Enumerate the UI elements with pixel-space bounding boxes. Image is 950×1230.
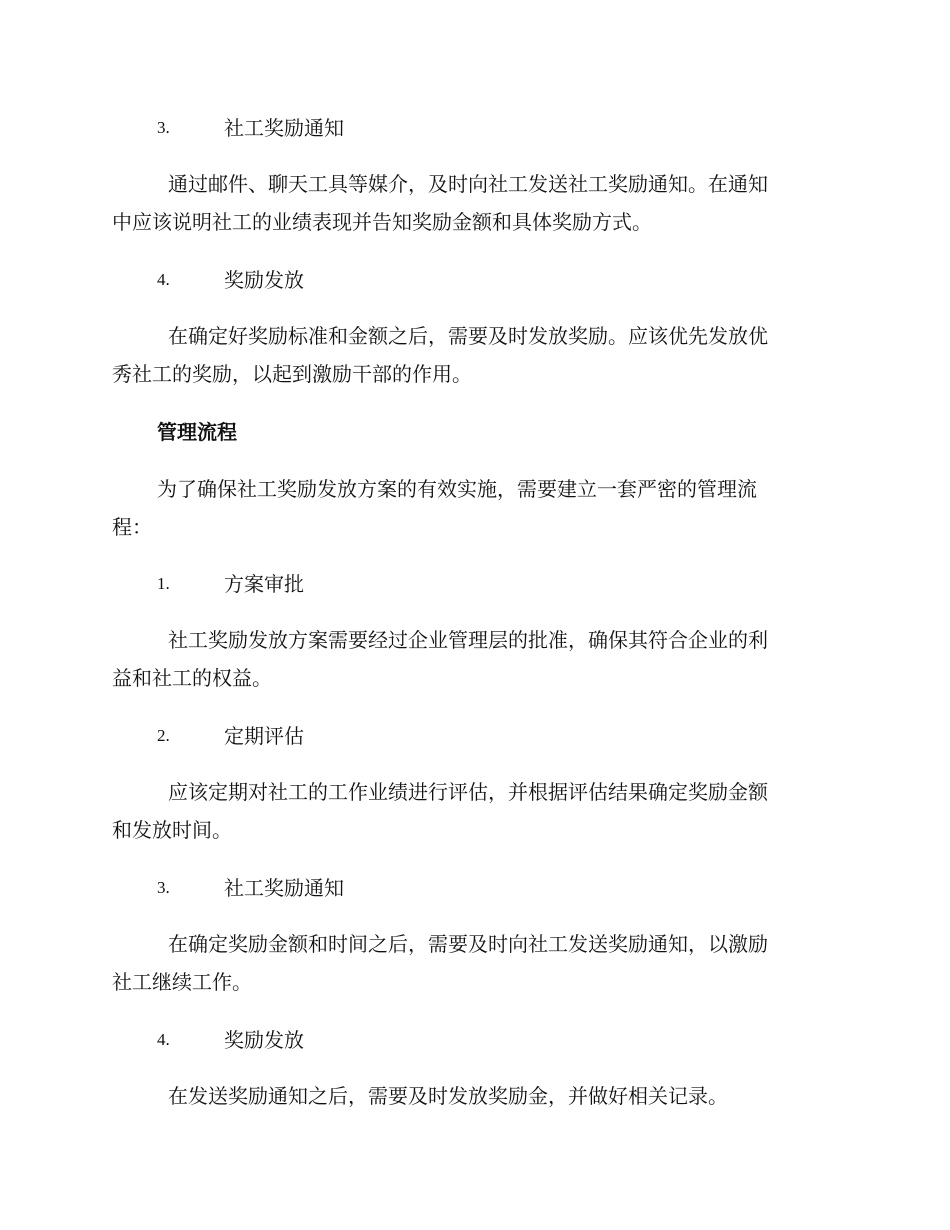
list-item-reward-notice-2 xyxy=(0,872,950,904)
paragraph-reward-notice-2 xyxy=(112,925,824,1001)
paragraph-periodic-evaluation xyxy=(112,773,824,849)
list-number: 4. xyxy=(157,1030,170,1049)
list-item-periodic-evaluation xyxy=(0,720,950,752)
paragraph-plan-approval xyxy=(112,621,824,697)
section-heading: 管理流程 xyxy=(157,420,237,444)
paragraph-reward-notice xyxy=(112,165,824,241)
list-title: 社工奖励通知 xyxy=(224,876,344,900)
paragraph-line: 为了确保社工奖励发放方案的有效实施，需要建立一套严密的管理流 xyxy=(157,477,757,501)
paragraph-line: 社工奖励发放方案需要经过企业管理层的批准，确保其符合企业的利 xyxy=(168,628,768,652)
list-title: 奖励发放 xyxy=(224,1028,304,1052)
list-title: 社工奖励通知 xyxy=(224,116,344,140)
paragraph-line: 程： xyxy=(112,515,152,539)
list-item-reward-distribution xyxy=(0,264,950,296)
paragraph-line: 在发送奖励通知之后，需要及时发放奖励金，并做好相关记录。 xyxy=(168,1084,728,1108)
paragraph-reward-distribution xyxy=(112,317,824,393)
paragraph-line: 和发放时间。 xyxy=(112,818,232,842)
paragraph-line: 在确定好奖励标准和金额之后，需要及时发放奖励。应该优先发放优 xyxy=(168,324,768,348)
paragraph-line: 社工继续工作。 xyxy=(112,970,252,994)
paragraph-line: 秀社工的奖励，以起到激励干部的作用。 xyxy=(112,362,472,386)
paragraph-management-intro xyxy=(112,470,824,546)
list-number: 3. xyxy=(157,878,170,897)
list-item-reward-distribution-2 xyxy=(0,1024,950,1056)
list-title: 奖励发放 xyxy=(224,268,304,292)
list-title: 方案审批 xyxy=(224,572,304,596)
paragraph-line: 在确定奖励金额和时间之后，需要及时向社工发送奖励通知，以激励 xyxy=(168,932,768,956)
list-number: 2. xyxy=(157,726,170,745)
paragraph-line: 应该定期对社工的工作业绩进行评估，并根据评估结果确定奖励金额 xyxy=(168,780,768,804)
list-title: 定期评估 xyxy=(224,724,304,748)
paragraph-reward-distribution-2 xyxy=(112,1077,824,1115)
list-number: 3. xyxy=(157,118,170,137)
paragraph-line: 益和社工的权益。 xyxy=(112,666,272,690)
paragraph-line: 通过邮件、聊天工具等媒介，及时向社工发送社工奖励通知。在通知 xyxy=(168,172,768,196)
list-item-plan-approval xyxy=(0,568,950,600)
paragraph-line: 中应该说明社工的业绩表现并告知奖励金额和具体奖励方式。 xyxy=(112,210,652,234)
list-number: 1. xyxy=(157,574,170,593)
list-item-reward-notice xyxy=(0,112,950,144)
list-number: 4. xyxy=(157,270,170,289)
